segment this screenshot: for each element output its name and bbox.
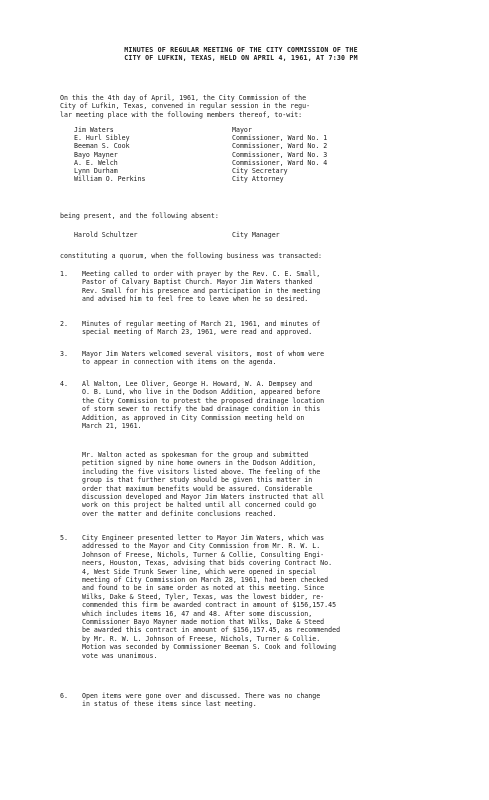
- item-line: be awarded this contract in amount of $156,157.45, as recommended: [82, 626, 341, 635]
- roster-row: [74, 134, 404, 142]
- item-line: Open items were gone over and discussed. There was no change: [82, 692, 321, 700]
- roster-row: [74, 126, 404, 134]
- member-name: A. E. Welch: [74, 158, 118, 167]
- agenda-item-3: [60, 350, 450, 367]
- item-line: meeting of City Commission on March 28, 1961, had been checked: [82, 576, 329, 585]
- item-line: which includes items 16, 47 and 48. After some discussion,: [82, 609, 313, 618]
- intro-line: lar meeting place with the following members thereof, to-wit:: [60, 110, 303, 119]
- item-number: 5.: [60, 534, 68, 542]
- roster-row: [74, 142, 404, 150]
- item-line: commended this firm be awarded contract in amount of $156,157.45: [82, 601, 337, 610]
- item-line: group is that further study should be given this matter in: [82, 476, 313, 485]
- item-line: Motion was seconded by Commissioner Beeman S. Cook and following: [82, 643, 337, 652]
- roster-row: [74, 167, 404, 175]
- item-text: [82, 320, 320, 337]
- member-title: City Secretary: [232, 166, 288, 175]
- agenda-item-4: [60, 380, 450, 430]
- item-line: Mayor Jim Waters welcomed several visitors, most of whom were: [82, 350, 325, 358]
- item-number: 3.: [60, 350, 68, 358]
- item-text: [82, 692, 320, 709]
- item-line: March 21, 1961.: [82, 422, 142, 431]
- agenda-item-2: [60, 320, 450, 337]
- item-number: 1.: [60, 270, 68, 278]
- item-line: Commissioner Bayo Mayner made motion that Wilks, Dake & Steed: [82, 618, 325, 627]
- item-number: 4.: [60, 380, 68, 388]
- agenda-item-5: [60, 534, 450, 660]
- roster-row: [74, 159, 404, 167]
- item-line: vote was unanimous.: [82, 651, 158, 660]
- item-line: Johnson of Freese, Nichols, Turner & Collie, Consulting Engi-: [82, 550, 325, 559]
- intro-line: On this the 4th day of April, 1961, the City Commission of the: [60, 94, 307, 102]
- item-line: over the matter and definite conclusions reached.: [82, 509, 277, 518]
- member-title: City Attorney: [232, 175, 284, 184]
- item-line: addressed to the Mayor and City Commission from Mr. R. W. L.: [82, 542, 321, 551]
- quorum-line: constituting a quorum, when the following business was transacted:: [60, 252, 323, 260]
- roster-row: [74, 175, 404, 183]
- item-line: Wilks, Dake & Steed, Tyler, Texas, was the lowest bidder, re-: [82, 592, 325, 601]
- member-name: Beeman S. Cook: [74, 142, 130, 151]
- absent-row: [74, 231, 280, 239]
- item-line: work on this project be halted until all concerned could go: [82, 501, 317, 510]
- absent-name: Harold Schultzer: [74, 231, 138, 239]
- member-title: Commissioner, Ward No. 1: [232, 134, 328, 143]
- item-line: Pastor of Calvary Baptist Church. Mayor Jim Waters thanked: [82, 278, 313, 287]
- item-line: 4, West Side Trunk Sewer line, which were opened in special: [82, 567, 317, 576]
- item-text: [82, 270, 320, 304]
- item-text: [82, 380, 324, 430]
- roster-row: [74, 151, 404, 159]
- members-roster: [74, 126, 404, 183]
- item-text: [82, 350, 324, 367]
- item-line: Rev. Small for his presence and participation in the meeting: [82, 286, 321, 295]
- item-line: Addition, as approved in City Commission meeting held on: [82, 413, 305, 422]
- member-name: Jim Waters: [74, 126, 114, 134]
- member-title: Mayor: [232, 126, 252, 134]
- item-text: [82, 534, 340, 660]
- absent-title: City Manager: [232, 231, 280, 239]
- agenda-item-6: [60, 692, 450, 709]
- item-line: the City Commission to protest the proposed drainage location: [82, 396, 325, 405]
- item-line: Minutes of regular meeting of March 21, 1961, and minutes of: [82, 320, 321, 328]
- item-number: 6.: [60, 692, 68, 700]
- item-line: including the five visitors listed above. The feeling of the: [82, 467, 321, 476]
- item-number: 2.: [60, 320, 68, 328]
- item-line: in status of these items since last meeting.: [82, 700, 257, 709]
- document-title: [66, 46, 416, 63]
- item-line: and advised him to feel free to leave when he so desired.: [82, 295, 309, 304]
- intro-paragraph: [60, 94, 445, 119]
- member-title: Commissioner, Ward No. 4: [232, 158, 328, 167]
- member-title: Commissioner, Ward No. 3: [232, 150, 328, 159]
- item-line: by Mr. R. W. L. Johnson of Freese, Nichols, Turner & Collie.: [82, 634, 321, 643]
- item-4-continuation: [82, 451, 452, 518]
- title-line-2: CITY OF LUFKIN, TEXAS, HELD ON APRIL 4, 1961, AT 7:30 PM: [124, 54, 358, 63]
- item-line: Mr. Walton acted as spokesman for the group and submitted: [82, 451, 309, 459]
- item-line: and found to be in same order as noted at this meeting. Since: [82, 584, 325, 593]
- member-name: William O. Perkins: [74, 175, 146, 184]
- member-title: Commissioner, Ward No. 2: [232, 142, 328, 151]
- item-line: order that maximum benefits would be assured. Considerable: [82, 484, 313, 493]
- item-line: of storm sewer to rectify the bad drainage condition in this: [82, 405, 321, 414]
- item-line: Al Walton, Lee Oliver, George H. Howard, W. A. Dempsey and: [82, 380, 313, 388]
- being-present-line: being present, and the following absent:: [60, 212, 219, 220]
- item-line: petition signed by nine home owners in the Dodson Addition,: [82, 459, 317, 468]
- item-line: Meeting called to order with prayer by the Rev. C. E. Small,: [82, 270, 321, 278]
- title-line-1: MINUTES OF REGULAR MEETING OF THE CITY COMMISSION OF THE: [124, 46, 358, 54]
- intro-line: City of Lufkin, Texas, convened in regular session in the regu-: [60, 102, 311, 111]
- member-name: E. Hurl Sibley: [74, 134, 130, 143]
- member-name: Lynn Durham: [74, 166, 118, 175]
- item-line: to appear in connection with items on the agenda.: [82, 358, 277, 367]
- item-line: discussion developed and Mayor Jim Waters instructed that all: [82, 493, 325, 502]
- item-line: O. B. Lund, who live in the Dodson Addition, appeared before: [82, 388, 321, 397]
- member-name: Bayo Mayner: [74, 150, 118, 159]
- item-line: City Engineer presented letter to Mayor Jim Waters, which was: [82, 534, 325, 542]
- item-line: neers, Houston, Texas, advising that bids covering Contract No.: [82, 559, 333, 568]
- agenda-item-1: [60, 270, 450, 304]
- item-line: special meeting of March 23, 1961, were read and approved.: [82, 328, 313, 337]
